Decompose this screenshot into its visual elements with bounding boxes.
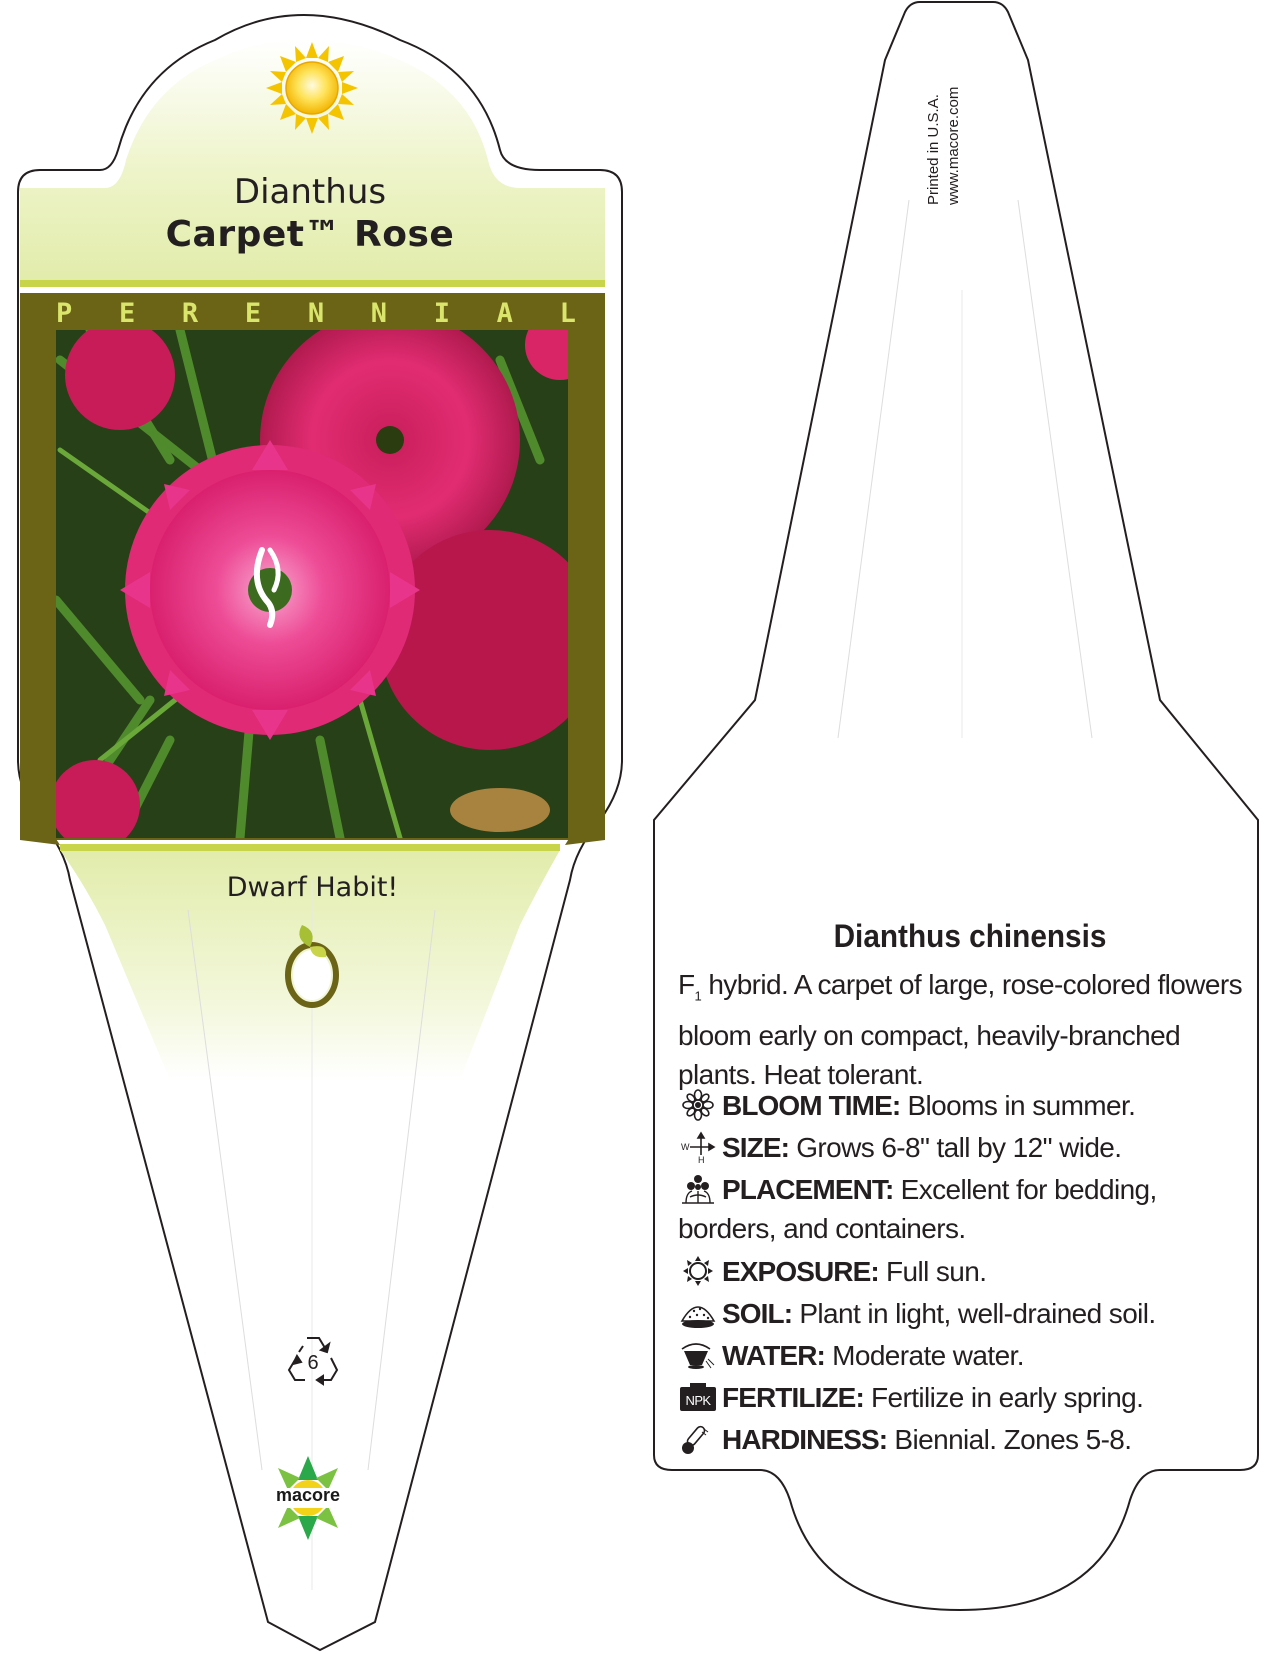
plant-variety-title: Carpet™ Rose — [165, 214, 455, 255]
perennial-letter: N — [370, 298, 388, 329]
watering-can-icon — [678, 1339, 718, 1371]
attribute-exposure: EXPOSURE: Full sun. — [678, 1252, 1258, 1291]
lower-divider — [60, 844, 560, 851]
attribute-soil: SOIL: Plant in light, well-drained soil. — [678, 1294, 1258, 1333]
front-tag — [18, 15, 622, 1650]
perennial-letter: I — [433, 298, 450, 329]
perennial-letter: R — [181, 298, 199, 329]
perennial-letter: A — [496, 298, 513, 329]
thermometer-icon — [678, 1423, 718, 1455]
header-divider — [20, 280, 605, 287]
perennial-letter: E — [244, 298, 262, 329]
perennial-letter: E — [118, 298, 136, 329]
sun-icon — [678, 1255, 718, 1287]
background-flower — [380, 530, 600, 750]
main-flower — [120, 440, 420, 740]
website-text: www.macore.com — [945, 86, 962, 205]
size-arrows-icon — [678, 1131, 718, 1163]
perennial-letter: L — [559, 298, 576, 329]
attribute-placement: PLACEMENT: Excellent for bedding, borders, and containers. — [678, 1174, 1157, 1244]
flower-icon — [678, 1089, 718, 1121]
svg-text:H: H — [698, 1155, 704, 1163]
svg-text:W: W — [681, 1142, 689, 1152]
background-flower — [50, 760, 140, 850]
attribute-bloom-time: BLOOM TIME: Blooms in summer. — [678, 1086, 1258, 1125]
perennial-label — [56, 298, 576, 329]
placement-icon — [678, 1173, 718, 1205]
recycle-number: 6 — [307, 1352, 319, 1374]
species-title: Dianthus chinensis — [833, 918, 1107, 954]
attribute-water: WATER: Moderate water. — [678, 1336, 1258, 1375]
description-text: hybrid. A carpet of large, rose-colored flowers bloom early on compact, heavily-branched plants. Heat tolerant. — [678, 969, 1242, 1090]
plant-genus-title: Dianthus — [233, 172, 387, 212]
perennial-letter: P — [56, 298, 73, 329]
svg-text:NPK: NPK — [685, 1393, 711, 1408]
background-flower — [65, 320, 175, 430]
brand-logo-text: macore — [275, 1485, 341, 1505]
hybrid-mark: $F_1$ — [678, 969, 702, 1004]
npk-icon — [678, 1381, 718, 1413]
tagline: Dwarf Habit! — [226, 872, 399, 903]
attribute-size: W H SIZE: Grows 6-8" tall by 12" wide. — [678, 1128, 1258, 1167]
perennial-letter: N — [307, 298, 325, 329]
soil-icon — [678, 1297, 718, 1329]
attribute-hardiness: HARDINESS: Biennial. Zones 5-8. — [678, 1420, 1258, 1459]
flower-photo — [50, 310, 600, 850]
attribute-fertilize: NPK FERTILIZE: Fertilize in early spring. — [678, 1378, 1258, 1417]
printer-info — [925, 50, 962, 220]
printed-in-text: Printed in U.S.A. — [925, 94, 942, 205]
plant-description — [678, 965, 1258, 1094]
